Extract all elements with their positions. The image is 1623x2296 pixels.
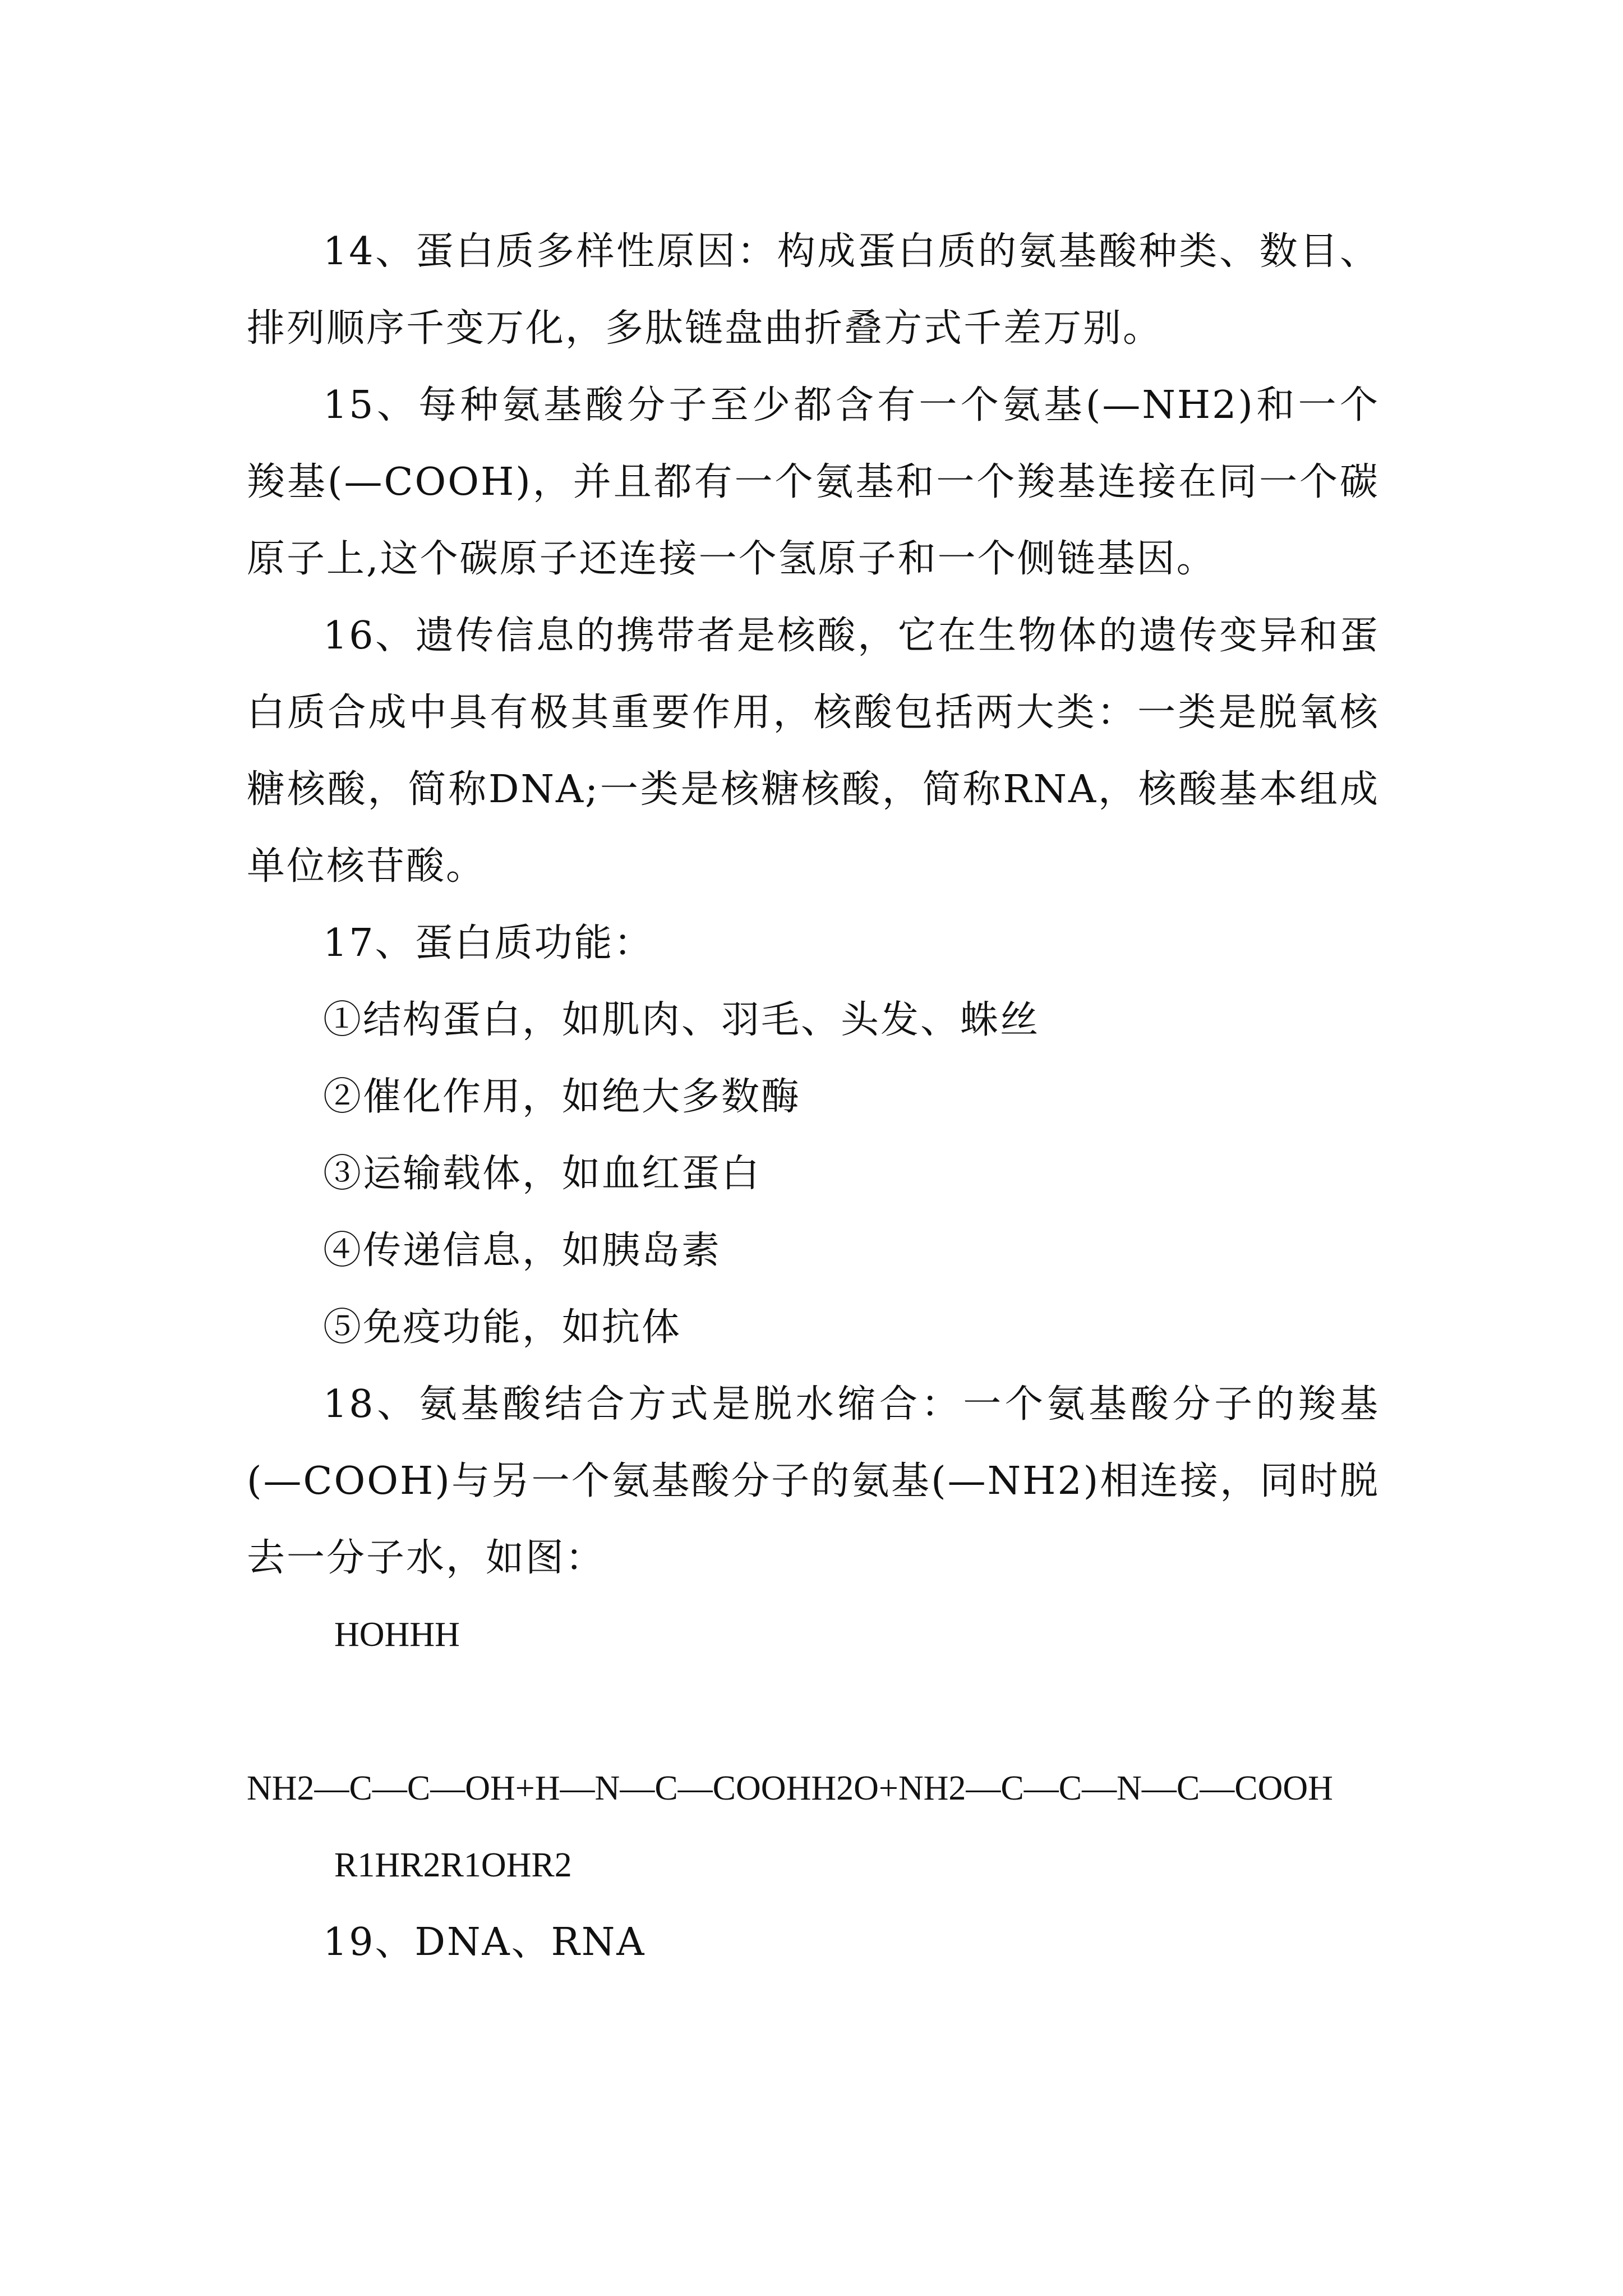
formula-main-wrap (247, 1750, 1368, 1827)
paragraph-16: 16、遗传信息的携带者是核酸，它在生物体的遗传变异和蛋白质合成中具有极其重要作用，核酸包括两大类：一类是脱氧核糖核酸，简称DNA;一类是核糖核酸，简称RNA，核酸基本组成单位核苷酸。 (247, 614, 1380, 889)
document-body (247, 213, 1380, 1981)
paragraph-17: 17、蛋白质功能： (323, 921, 654, 965)
paragraph-15: 15、每种氨基酸分子至少都含有一个氨基(—NH2)和一个羧基(—COOH)，并且都有一个氨基和一个羧基连接在同一个碳原子上,这个碳原子还连接一个氢原子和一个侧链基因。 (247, 383, 1380, 581)
protein-function-5: ⑤免疫功能，如抗体 (323, 1305, 682, 1350)
formula-bottom-row: R1HR2R1OHR2 (334, 1846, 572, 1884)
blank-line (247, 1673, 1380, 1750)
protein-function-2: ②催化作用，如绝大多数酶 (323, 1075, 801, 1119)
protein-function-1: ①结构蛋白，如肌肉、羽毛、头发、蛛丝 (323, 998, 1040, 1042)
protein-function-4: ④传递信息，如胰岛素 (323, 1228, 722, 1273)
formula-main-row: NH2—C—C—OH+H—N—C—COOHH2O+NH2—C—C—N—C—COOH (247, 1769, 1333, 1807)
formula-top-row: HOHHH (334, 1616, 460, 1654)
paragraph-18: 18、氨基酸结合方式是脱水缩合：一个氨基酸分子的羧基(—COOH)与另一个氨基酸分子的氨基(—NH2)相连接，同时脱去一分子水，如图： (247, 1382, 1380, 1580)
protein-function-3: ③运输载体，如血红蛋白 (323, 1152, 762, 1196)
paragraph-19: 19、DNA、RNA (323, 1920, 646, 1964)
paragraph-14: 14、蛋白质多样性原因：构成蛋白质的氨基酸种类、数目、排列顺序千变万化，多肽链盘曲折叠方式千差万别。 (247, 229, 1380, 351)
